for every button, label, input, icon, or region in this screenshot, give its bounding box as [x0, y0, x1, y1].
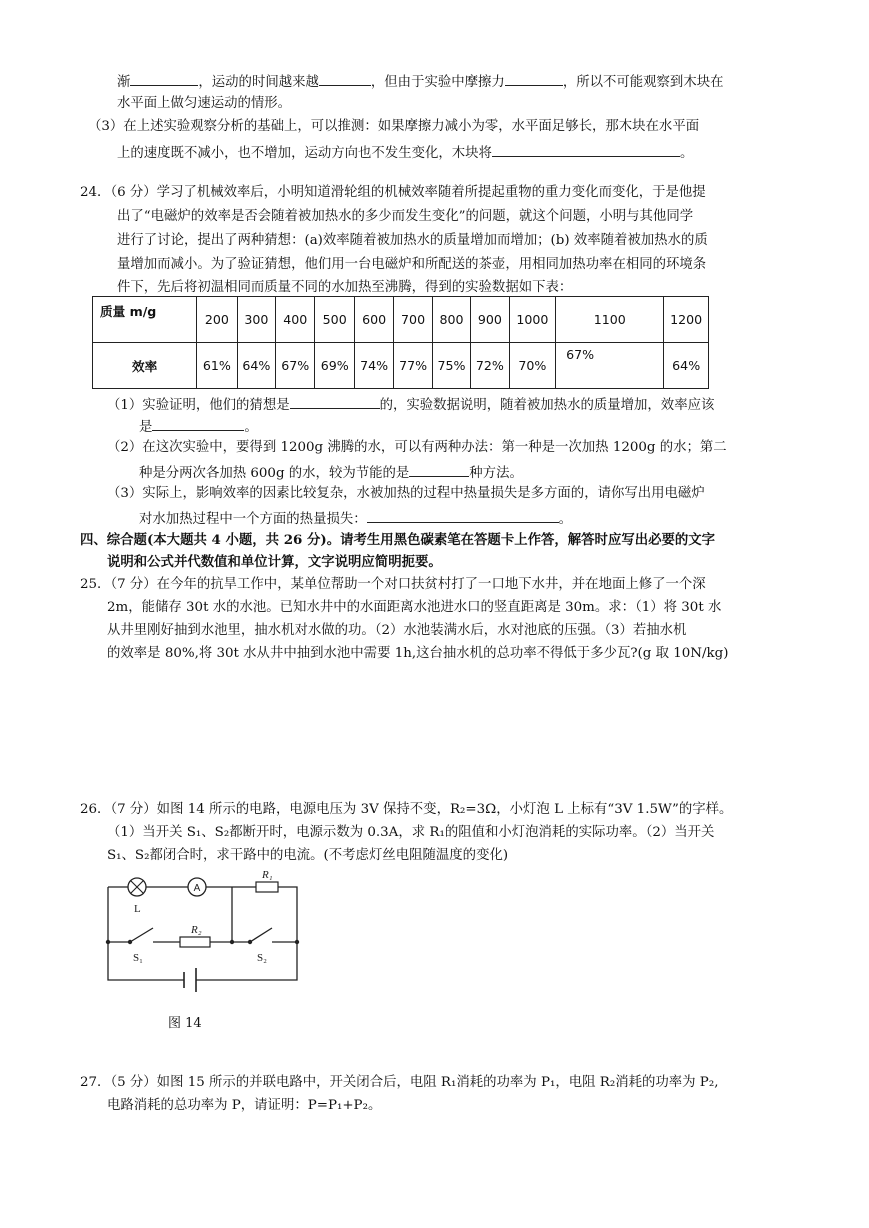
efficiency-table [92, 296, 709, 389]
efficiency-cell: 72% [471, 343, 509, 389]
table-row-mass [93, 297, 709, 343]
q24-sub3-text-a: 对水加热过程中一个方面的热量损失： [139, 512, 367, 527]
ammeter-label: A [193, 883, 201, 894]
q24-sub2-line2 [139, 461, 523, 484]
q23-text-a: 渐 [117, 75, 131, 90]
q23-part3-line1: （3）在上述实验观察分析的基础上，可以推测：如果摩擦力减小为零，水平面足够长，那木块在水平面 [88, 119, 700, 134]
efficiency-cell: 67% [556, 343, 664, 389]
label-r1: R₁ [262, 870, 273, 881]
junction-dot [230, 940, 234, 944]
q24-line3: 进行了讨论，提出了两种猜想：(a)效率随着被加热水的质量增加而增加；(b) 效率随着被加热水的质 [117, 233, 708, 248]
mass-header: 质量 m/g [93, 297, 197, 343]
q26-line3: S₁、S₂都闭合时，求干路中的电流。(不考虑灯丝电阻随温度的变化) [107, 848, 509, 863]
q26-line2: （1）当开关 S₁、S₂都断开时，电源示数为 0.3A，求 R₁的阻值和小灯泡消耗的实际功率。（2）当开关 [107, 825, 715, 840]
efficiency-cell: 61% [197, 343, 237, 389]
q25-line2: 2m，能储存 30t 水的水池。已知水井中的水面距离水池进水口的竖直距离是 30m。求：（1）将 30t 水 [107, 600, 722, 615]
efficiency-cell: 64% [237, 343, 275, 389]
q23-text-c: ，但由于实验中摩擦力 [370, 75, 505, 90]
q24-blank-2[interactable] [152, 415, 244, 431]
q23-blank-1[interactable] [130, 70, 198, 86]
q24-line4: 量增加而减小。为了验证猜想，他们用一台电磁炉和所配送的茶壶，用相同加热功率在相同的环境条 [117, 257, 707, 272]
q24-sub2-text-b: 种方法。 [469, 466, 523, 481]
efficiency-cell: 75% [432, 343, 470, 389]
q24-line2: 出了“电磁炉的效率是否会随着被加热水的多少而发生变化”的问题，就这个问题，小明与其他同学 [117, 209, 694, 224]
q27-line2: 电路消耗的总功率为 P，请证明：P=P₁+P₂。 [107, 1098, 382, 1113]
section-4-heading-line2: 说明和公式并代数值和单位计算，文字说明应简明扼要。 [107, 554, 442, 570]
q25-line3: 从井里刚好抽到水池里，抽水机对水做的功。（2）水池装满水后，水对池底的压强。（3）若抽水机 [107, 623, 687, 638]
label-s1: S₁ [133, 952, 143, 964]
q23-blank-3[interactable] [505, 70, 563, 86]
mass-cell: 400 [276, 297, 315, 343]
mass-cell: 800 [432, 297, 470, 343]
q24-line5: 件下，先后将初温相同而质量不同的水加热至沸腾，得到的实验数据如下表： [117, 280, 573, 295]
q24-sub3-line1: （3）实际上，影响效率的因素比较复杂，水被加热的过程中热量损失是多方面的，请你写出用电磁炉 [107, 486, 705, 501]
resistor-r1-icon [256, 882, 278, 892]
q24-sub2-line1: （2）在这次实验中，要得到 1200g 沸腾的水，可以有两种办法：第一种是一次加热 1200g 的水；第二 [107, 440, 727, 455]
q23-part3-text-b: 。 [679, 146, 694, 161]
label-r2: R₂ [191, 924, 202, 936]
section-4-heading-line1: 四、综合题(本大题共 4 小题，共 26 分)。请考生用黑色碳素笔在答题卡上作答，解答时应写出必要的文字 [80, 532, 716, 548]
q23-line2: 水平面上做匀速运动的情形。 [117, 96, 292, 111]
mass-cell: 1000 [509, 297, 556, 343]
q23-part3-text-a: 上的速度既不减小，也不增加，运动方向也不发生变化，木块将 [117, 146, 492, 161]
label-lamp: L [134, 903, 141, 915]
efficiency-cell: 77% [394, 343, 432, 389]
q24-sub2-text-a: 种是分两次各加热 600g 的水，较为节能的是 [139, 466, 410, 481]
figure-14-caption: 图 14 [168, 1016, 202, 1031]
efficiency-cell: 74% [354, 343, 393, 389]
ammeter-icon [188, 878, 206, 896]
q23-blank-2[interactable] [319, 70, 371, 86]
q25-line4: 的效率是 80%,将 30t 水从井中抽到水池中需要 1h,这台抽水机的总功率不得低于多少瓦?(g 取 10N/kg) [107, 646, 729, 661]
mass-cell: 1100 [556, 297, 664, 343]
efficiency-cell: 70% [509, 343, 556, 389]
q24-sub1-text-b: 的，实验数据说明，随着被加热水的质量增加，效率应该 [379, 398, 715, 413]
resistor-r2-icon [180, 937, 210, 947]
q23-text-b: ，运动的时间越来越 [198, 75, 319, 90]
q24-sub1-line1 [107, 393, 714, 416]
table-row-efficiency [93, 343, 709, 389]
q23-text-d: ，所以不可能观察到木块在 [562, 75, 724, 90]
q23-blank-4[interactable] [492, 141, 680, 157]
q25-line1: 25．（7 分）在今年的抗旱工作中，某单位帮助一个对口扶贫村打了一口地下水井，并在地面上修了一个深 [80, 577, 706, 592]
q23-line1 [117, 70, 724, 93]
junction-dot [248, 940, 252, 944]
mass-cell: 1200 [664, 297, 709, 343]
efficiency-cell: 64% [664, 343, 709, 389]
q24-sub1-text-c: 是 [139, 420, 153, 435]
q23-part3-line2 [117, 141, 693, 164]
q24-blank-4[interactable] [367, 507, 559, 523]
mass-cell: 500 [315, 297, 354, 343]
lamp-icon [128, 878, 146, 896]
q24-sub1-text-d: 。 [244, 420, 258, 435]
label-s2: S₂ [257, 952, 267, 964]
junction-dot [128, 940, 132, 944]
q24-sub1-line2 [139, 415, 258, 438]
efficiency-cell: 67% [276, 343, 315, 389]
efficiency-header: 效率 [93, 343, 197, 389]
q24-sub3-line2 [139, 507, 572, 530]
mass-cell: 900 [471, 297, 509, 343]
q24-blank-3[interactable] [409, 461, 469, 477]
mass-cell: 300 [237, 297, 275, 343]
q24-sub3-text-b: 。 [558, 512, 573, 527]
q24-blank-1[interactable] [290, 393, 380, 409]
mass-cell: 600 [354, 297, 393, 343]
mass-cell: 200 [197, 297, 237, 343]
junction-dot [106, 940, 110, 944]
q24-line1: 24．（6 分）学习了机械效率后，小明知道滑轮组的机械效率随着所提起重物的重力变化而变化，于是他提 [80, 185, 706, 200]
q26-line1: 26．（7 分）如图 14 所示的电路，电源电压为 3V 保持不变，R₂=3Ω，小灯泡 L 上标有“3V 1.5W”的字样。 [80, 802, 733, 817]
mass-cell: 700 [394, 297, 432, 343]
circuit-diagram [100, 870, 310, 995]
junction-dot [295, 940, 299, 944]
q27-line1: 27．（5 分）如图 15 所示的并联电路中，开关闭合后，电阻 R₁消耗的功率为 P₁，电阻 R₂消耗的功率为 P₂, [80, 1075, 719, 1090]
efficiency-cell: 69% [315, 343, 354, 389]
q24-sub1-text-a: （1）实验证明，他们的猜想是 [107, 398, 290, 413]
